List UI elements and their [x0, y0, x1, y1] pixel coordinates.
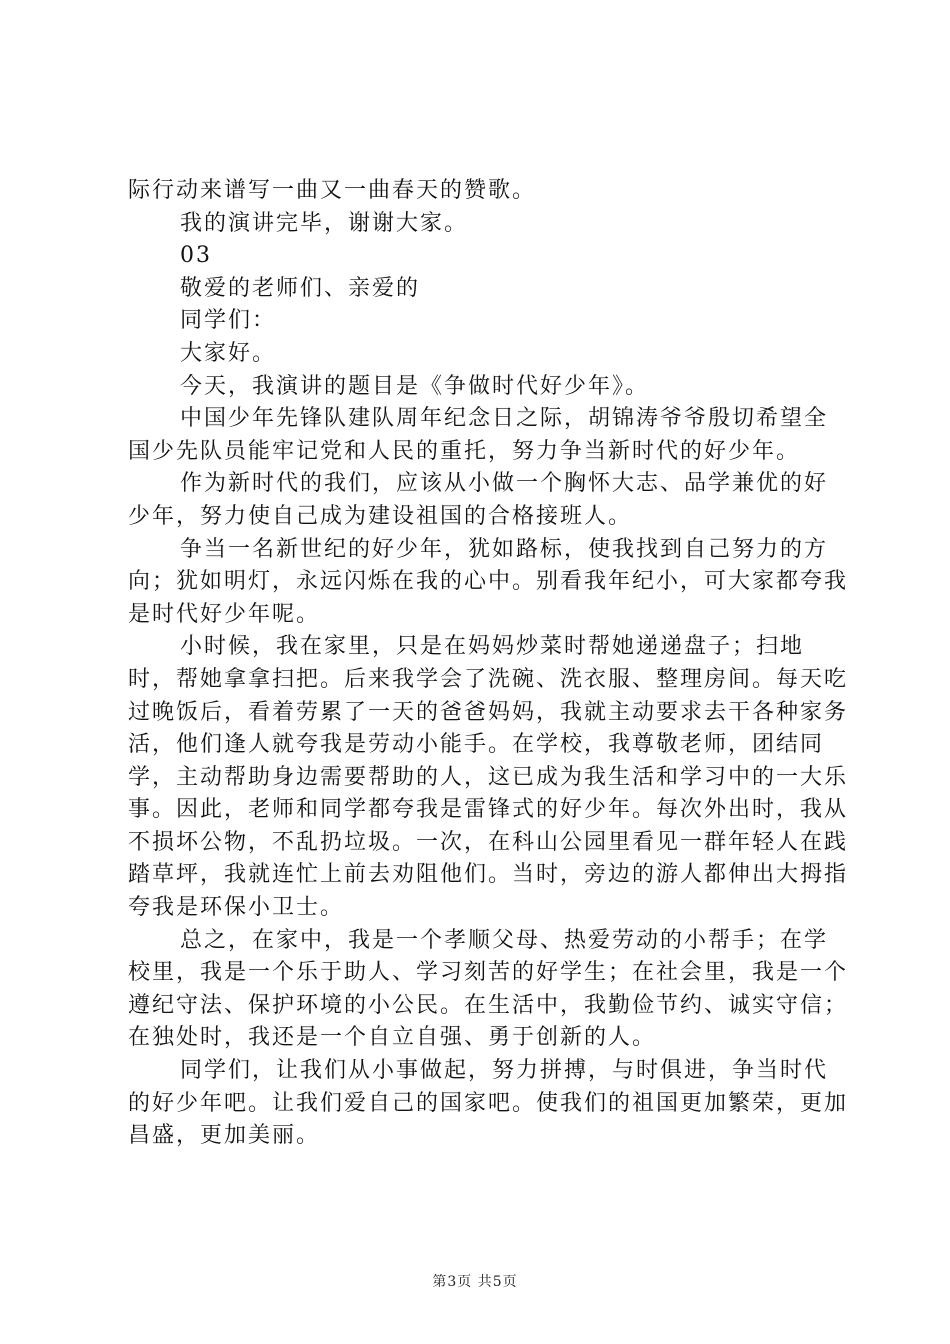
salutation-line: 敬爱的老师们、亲爱的 — [180, 275, 421, 301]
paragraph: 争当一名新世纪的好少年，犹如路标，使我找到自己努力的方向；犹如明灯，永远闪烁在我的心中。别看我年纪小，可大家都夸我是时代好少年呢。 — [128, 536, 849, 627]
speech-title-line: 今天，我演讲的题目是《争做时代好少年》。 — [180, 373, 650, 399]
paragraph: 总之，在家中，我是一个孝顺父母、热爱劳动的小帮手；在学校里，我是一个乐于助人、学习刻苦的好学生；在社会里，我是一个遵纪守法、保护环境的小公民。在生活中，我勤俭节约、诚实守信；在独处时，我还是一个自立自强、勇于创新的人。 — [128, 927, 849, 1051]
greeting: 大家好。 — [180, 340, 277, 366]
paragraph: 作为新时代的我们，应该从小做一个胸怀大志、品学兼优的好少年，努力使自己成为建设祖国的合格接班人。 — [128, 471, 829, 529]
paragraph: 中国少年先锋队建队周年纪念日之际，胡锦涛爷爷殷切希望全国少先队员能牢记党和人民的重托，努力争当新时代的好少年。 — [128, 406, 829, 464]
paragraph-closing: 我的演讲完毕，谢谢大家。 — [180, 210, 469, 236]
section-number: 03 — [180, 243, 212, 269]
paragraph: 同学们，让我们从小事做起，努力拼搏，与时俱进，争当时代的好少年吧。让我们爱自己的国家吧。使我们的祖国更加繁荣，更加昌盛，更加美丽。 — [128, 1058, 849, 1149]
salutation-line-2: 同学们： — [180, 308, 277, 334]
document-body — [128, 175, 848, 1153]
paragraph-continuation: 际行动来谱写一曲又一曲春天的赞歌。 — [128, 178, 537, 203]
paragraph: 小时候，我在家里，只是在妈妈炒菜时帮她递递盘子；扫地时，帮她拿拿扫把。后来我学会了洗碗、洗衣服、整理房间。每天吃过晚饭后，看着劳累了一天的爸爸妈妈，我就主动要求去干各种家务活，他们逢人就夸我是劳动小能手。在学校，我尊敬老师，团结同学，主动帮助身边需要帮助的人，这已成为我生活和学习中的一大乐事。因此，老师和同学都夸我是雷锋式的好少年。每次外出时，我从不损坏公物，不乱扔垃圾。一次，在科山公园里看见一群年轻人在践踏草坪，我就连忙上前去劝阻他们。当时，旁边的游人都伸出大拇指夸我是环保小卫士。 — [128, 634, 849, 921]
page-number-footer: 第3页 共5页 — [432, 1274, 518, 1290]
